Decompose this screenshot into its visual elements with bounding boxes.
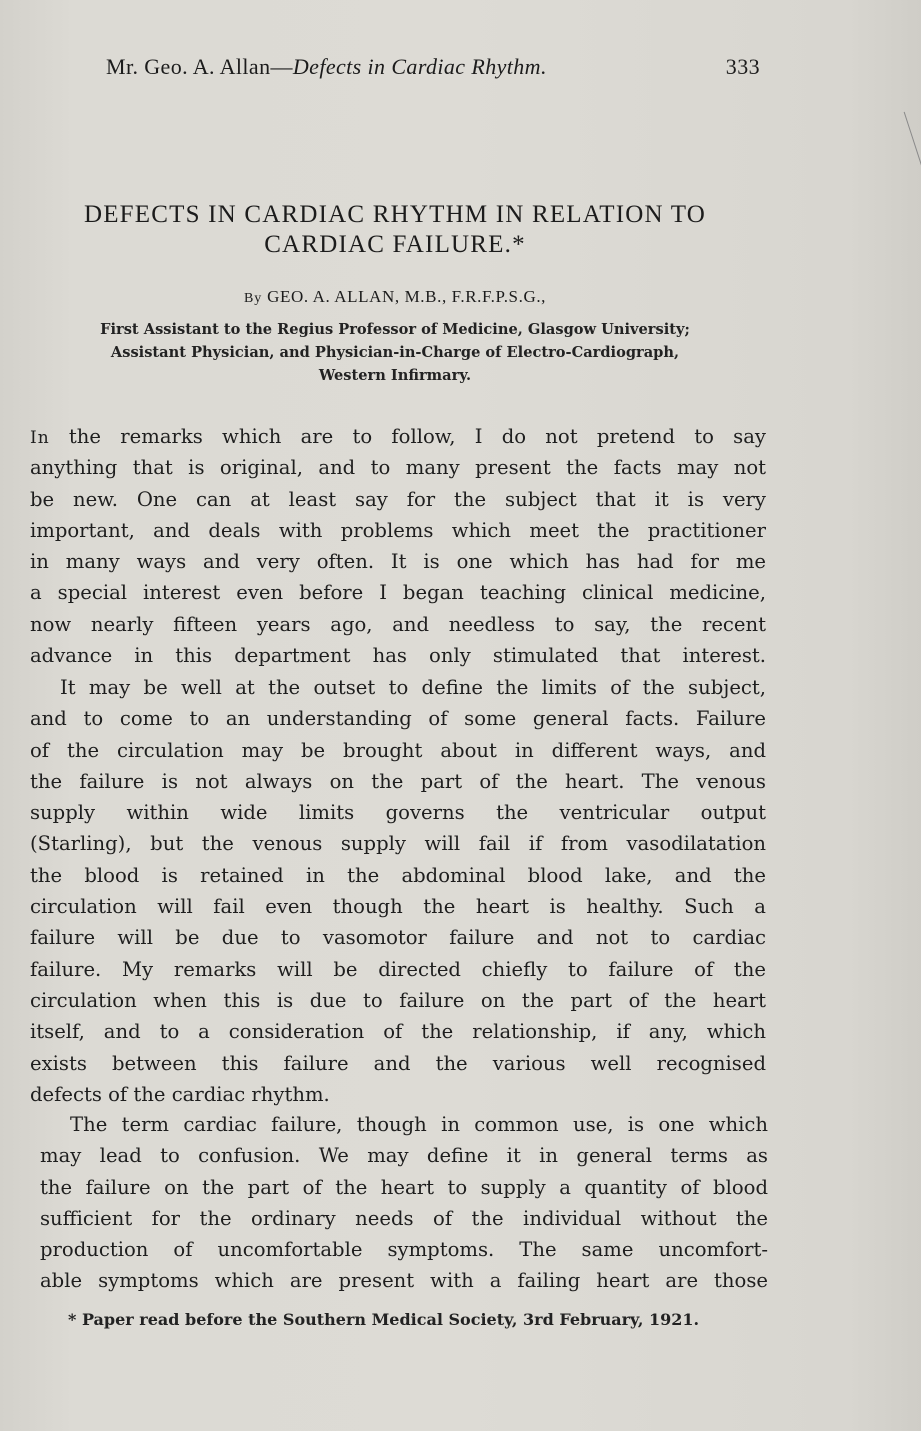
text-line: and to come to an understanding of some general facts. Failure	[30, 707, 766, 731]
running-head	[106, 53, 766, 81]
page-edge-mark	[904, 112, 921, 188]
text-line	[30, 421, 766, 452]
text-line: The term cardiac failure, though in common use, is one which	[70, 1113, 768, 1136]
text-line: in many ways and very often. It is one which has had for me	[30, 550, 766, 574]
page-number: 333	[725, 54, 760, 79]
article-title-line-2: CARDIAC FAILURE.*	[264, 231, 526, 258]
text-line: able symptoms which are present with a failing heart are those	[40, 1269, 768, 1293]
affiliation-line: Western Infirmary.	[318, 367, 472, 384]
text-line: the blood is retained in the abdominal blood lake, and the	[30, 863, 766, 887]
byline	[30, 287, 760, 307]
dropcap-in: In	[30, 428, 50, 448]
author-affiliation	[30, 318, 760, 387]
paragraph-3	[40, 1109, 768, 1297]
text-line: (Starling), but the venous supply will fail if from vasodilatation	[30, 832, 766, 856]
running-head-author-title	[106, 53, 547, 81]
affiliation-line: First Assistant to the Regius Professor of Medicine, Glasgow University;	[100, 321, 690, 338]
text-line: itself, and to a consideration of the relationship, if any, which	[30, 1020, 766, 1044]
text-line: now nearly fifteen years ago, and needless to say, the recent	[30, 612, 766, 636]
text-line: may lead to confusion. We may define it in general terms as	[40, 1144, 768, 1168]
text-line: circulation will fail even though the heart is healthy. Such a	[30, 895, 766, 919]
text-line: of the circulation may be brought about in different ways, and	[30, 738, 766, 762]
text-line: important, and deals with problems which meet the practitioner	[30, 518, 766, 542]
text-line: sufficient for the ordinary needs of the individual without the	[40, 1206, 768, 1230]
text-line: failure will be due to vasomotor failure and not to cardiac	[30, 926, 766, 950]
article-title-line-1: DEFECTS IN CARDIAC RHYTHM IN RELATION TO	[83, 201, 707, 228]
text-line: defects of the cardiac rhythm.	[30, 1082, 330, 1106]
paragraph-2	[30, 672, 766, 1110]
paragraph-1	[30, 421, 766, 671]
text-line: It may be well at the outset to define the limits of the subject,	[60, 676, 766, 699]
running-head-title: Defects in Cardiac Rhythm.	[292, 54, 547, 79]
article-title	[30, 200, 760, 260]
text-line: the failure on the part of the heart to supply a quantity of blood	[40, 1175, 768, 1199]
text-line: a special interest even before I began teaching clinical medicine,	[30, 581, 766, 605]
text-line: anything that is original, and to many present the facts may not	[30, 456, 766, 480]
text-line: advance in this department has only stimulated that interest.	[30, 644, 766, 668]
text-line: be new. One can at least say for the subject that it is very	[30, 487, 766, 511]
byline-author: GEO. A. ALLAN, M.B., F.R.F.P.S.G.,	[267, 287, 547, 306]
text-line-content: the remarks which are to follow, I do not pretend to say	[49, 425, 766, 448]
text-line: exists between this failure and the various well recognised	[30, 1051, 766, 1075]
text-line: the failure is not always on the part of the heart. The venous	[30, 769, 766, 793]
running-head-author: Mr. Geo. A. Allan—	[106, 54, 293, 79]
footnote: * Paper read before the Southern Medical Society, 3rd February, 1921.	[68, 1310, 700, 1329]
text-line: failure. My remarks will be directed chiefly to failure of the	[30, 957, 766, 981]
text-line: circulation when this is due to failure on the part of the heart	[30, 988, 766, 1012]
affiliation-line: Assistant Physician, and Physician-in-Charge of Electro-Cardiograph,	[110, 344, 680, 361]
byline-by: By	[243, 291, 263, 306]
text-line: production of uncomfortable symptoms. The same uncomfort-	[40, 1238, 768, 1262]
text-line: supply within wide limits governs the ventricular output	[30, 801, 766, 825]
